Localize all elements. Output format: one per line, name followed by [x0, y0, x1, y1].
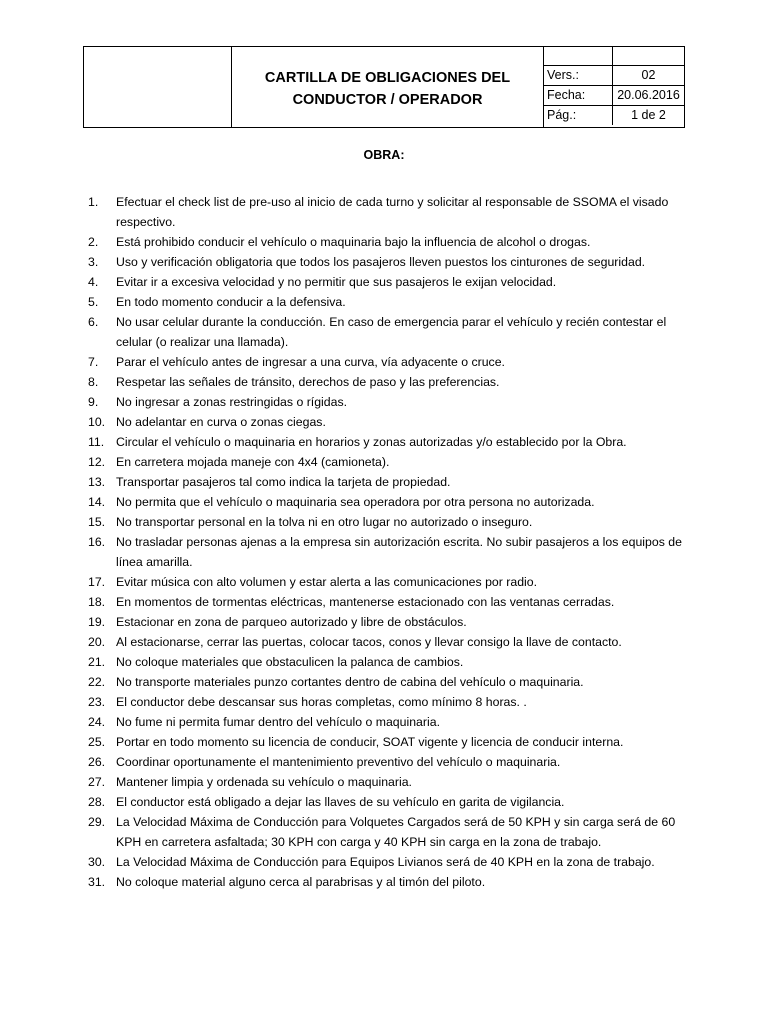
- list-item-text: El conductor debe descansar sus horas completas, como mínimo 8 horas. .: [116, 695, 527, 709]
- list-item-text: Al estacionarse, cerrar las puertas, colocar tacos, conos y llevar consigo la llave de contacto.: [116, 635, 622, 649]
- list-item-number: 15.: [88, 515, 106, 529]
- obligations-list: [88, 192, 688, 892]
- logo-placeholder: [84, 47, 232, 127]
- list-item-text: Parar el vehículo antes de ingresar a una curva, vía adyacente o cruce.: [116, 355, 505, 369]
- document-title: [232, 47, 544, 127]
- list-item-text: El conductor está obligado a dejar las llaves de su vehículo en garita de vigilancia.: [116, 795, 565, 809]
- list-item: [88, 252, 688, 272]
- list-item-text: En todo momento conducir a la defensiva.: [116, 295, 346, 309]
- version-value: 02: [613, 66, 685, 86]
- version-label: Vers.:: [544, 66, 613, 86]
- list-item: [88, 672, 688, 692]
- list-item-text: Evitar música con alto volumen y estar alerta a las comunicaciones por radio.: [116, 575, 538, 589]
- list-item-text: No fume ni permita fumar dentro del vehículo o maquinaria.: [116, 715, 440, 729]
- list-item: [88, 732, 688, 752]
- list-item-number: 9.: [88, 395, 99, 409]
- list-item-number: 8.: [88, 375, 99, 389]
- list-item-text: Transportar pasajeros tal como indica la tarjeta de propiedad.: [116, 475, 451, 489]
- list-item: [88, 792, 688, 812]
- list-item-number: 28.: [88, 795, 106, 809]
- list-item-text: Evitar ir a excesiva velocidad y no permitir que sus pasajeros le exijan velocidad.: [116, 275, 557, 289]
- list-item-number: 17.: [88, 575, 106, 589]
- date-value: 20.06.2016: [613, 86, 685, 106]
- list-item-text: En momentos de tormentas eléctricas, mantenerse estacionado con las ventanas cerradas.: [116, 595, 615, 609]
- list-item-text: Mantener limpia y ordenada su vehículo o maquinaria.: [116, 775, 412, 789]
- list-item-number: 11.: [88, 435, 105, 449]
- list-item-number: 24.: [88, 715, 106, 729]
- list-item-text: La Velocidad Máxima de Conducción para Volquetes Cargados será de 50 KPH y sin carga será de 60 KPH en carretera asfaltada; 30 KPH con carga y 40 KPH sin carga en la zona de trabajo.: [116, 815, 676, 849]
- list-item: [88, 812, 688, 852]
- list-item-number: 25.: [88, 735, 106, 749]
- list-item: [88, 492, 688, 512]
- list-item-text: No permita que el vehículo o maquinaria sea operadora por otra persona no autorizada.: [116, 495, 595, 509]
- list-item: [88, 312, 688, 352]
- list-item: [88, 372, 688, 392]
- list-item: [88, 532, 688, 572]
- list-item: [88, 652, 688, 672]
- list-item: [88, 592, 688, 612]
- list-item: [88, 472, 688, 492]
- list-item: [88, 412, 688, 432]
- list-item: [88, 752, 688, 772]
- list-item: [88, 432, 688, 452]
- list-item-text: No trasladar personas ajenas a la empresa sin autorización escrita. No subir pasajeros a los equipos de línea amarilla.: [116, 535, 682, 569]
- list-item: [88, 872, 688, 892]
- list-item-text: Coordinar oportunamente el mantenimiento preventivo del vehículo o maquinaria.: [116, 755, 561, 769]
- title-line-2: CONDUCTOR / OPERADOR: [292, 92, 483, 108]
- list-item: [88, 352, 688, 372]
- list-item-text: Efectuar el check list de pre-uso al inicio de cada turno y solicitar al responsable de SSOMA el visado respectivo.: [116, 195, 669, 229]
- list-item-number: 26.: [88, 755, 106, 769]
- list-item-text: No transporte materiales punzo cortantes dentro de cabina del vehículo o maquinaria.: [116, 675, 584, 689]
- meta-blank-label: [544, 47, 613, 66]
- list-item-number: 4.: [88, 275, 99, 289]
- list-item-text: Está prohibido conducir el vehículo o maquinaria bajo la influencia de alcohol o drogas.: [116, 235, 591, 249]
- list-item-number: 5.: [88, 295, 99, 309]
- page-value: 1 de 2: [631, 108, 666, 122]
- list-item: [88, 272, 688, 292]
- meta-blank-value: [613, 47, 685, 66]
- list-item-number: 6.: [88, 315, 99, 329]
- list-item-text: En carretera mojada maneje con 4x4 (camioneta).: [116, 455, 390, 469]
- list-item: [88, 572, 688, 592]
- list-item: [88, 772, 688, 792]
- page-label: Pág.:: [544, 106, 613, 126]
- list-item: [88, 612, 688, 632]
- list-item-number: 20.: [88, 635, 106, 649]
- list-item-number: 16.: [88, 535, 106, 549]
- list-item-number: 29.: [88, 815, 106, 829]
- list-item-number: 2.: [88, 235, 99, 249]
- list-item-number: 13.: [88, 475, 106, 489]
- list-item-text: Estacionar en zona de parqueo autorizado y libre de obstáculos.: [116, 615, 467, 629]
- list-item: [88, 632, 688, 652]
- list-item: [88, 692, 688, 712]
- list-item-text: La Velocidad Máxima de Conducción para Equipos Livianos será de 40 KPH en la zona de trabajo.: [116, 855, 655, 869]
- list-item-number: 1.: [88, 195, 99, 209]
- list-item-text: No usar celular durante la conducción. En caso de emergencia parar el vehículo y recién contestar el celular (o realizar una llamada).: [116, 315, 667, 349]
- obra-heading: [0, 148, 768, 162]
- date-label: Fecha:: [544, 86, 613, 106]
- list-item: [88, 852, 688, 872]
- list-item-text: Uso y verificación obligatoria que todos los pasajeros lleven puestos los cinturones de seguridad.: [116, 255, 646, 269]
- list-item-number: 23.: [88, 695, 106, 709]
- list-item-number: 3.: [88, 255, 99, 269]
- list-item: [88, 292, 688, 312]
- title-line-1: CARTILLA DE OBLIGACIONES DEL: [264, 70, 511, 86]
- list-item-number: 14.: [88, 495, 106, 509]
- list-item-text: No coloque materiales que obstaculicen la palanca de cambios.: [116, 655, 464, 669]
- document-meta: [544, 47, 684, 127]
- meta-table: [544, 47, 684, 125]
- list-item-number: 21.: [88, 655, 106, 669]
- list-item-number: 7.: [88, 355, 99, 369]
- list-item-number: 19.: [88, 615, 106, 629]
- list-item-number: 10.: [88, 415, 106, 429]
- list-item-number: 31.: [88, 875, 106, 889]
- list-item: [88, 192, 688, 232]
- list-item-text: Portar en todo momento su licencia de conducir, SOAT vigente y licencia de conducir interna.: [116, 735, 624, 749]
- list-item-number: 18.: [88, 595, 106, 609]
- list-item: [88, 392, 688, 412]
- list-item-text: Circular el vehículo o maquinaria en horarios y zonas autorizadas y/o establecido por la Obra.: [116, 435, 627, 449]
- list-item-number: 30.: [88, 855, 106, 869]
- list-item-text: No coloque material alguno cerca al parabrisas y al timón del piloto.: [116, 875, 486, 889]
- list-item: [88, 452, 688, 472]
- list-item: [88, 232, 688, 252]
- list-item-text: No ingresar a zonas restringidas o rígidas.: [116, 395, 348, 409]
- list-item: [88, 712, 688, 732]
- list-item-text: Respetar las señales de tránsito, derechos de paso y las preferencias.: [116, 375, 500, 389]
- obra-label: OBRA:: [363, 148, 405, 162]
- list-item-number: 22.: [88, 675, 106, 689]
- list-item-number: 12.: [88, 455, 106, 469]
- list-item-text: No adelantar en curva o zonas ciegas.: [116, 415, 326, 429]
- list-item: [88, 512, 688, 532]
- document-header: [83, 46, 685, 128]
- list-item-number: 27.: [88, 775, 106, 789]
- list-item-text: No transportar personal en la tolva ni en otro lugar no autorizado o inseguro.: [116, 515, 533, 529]
